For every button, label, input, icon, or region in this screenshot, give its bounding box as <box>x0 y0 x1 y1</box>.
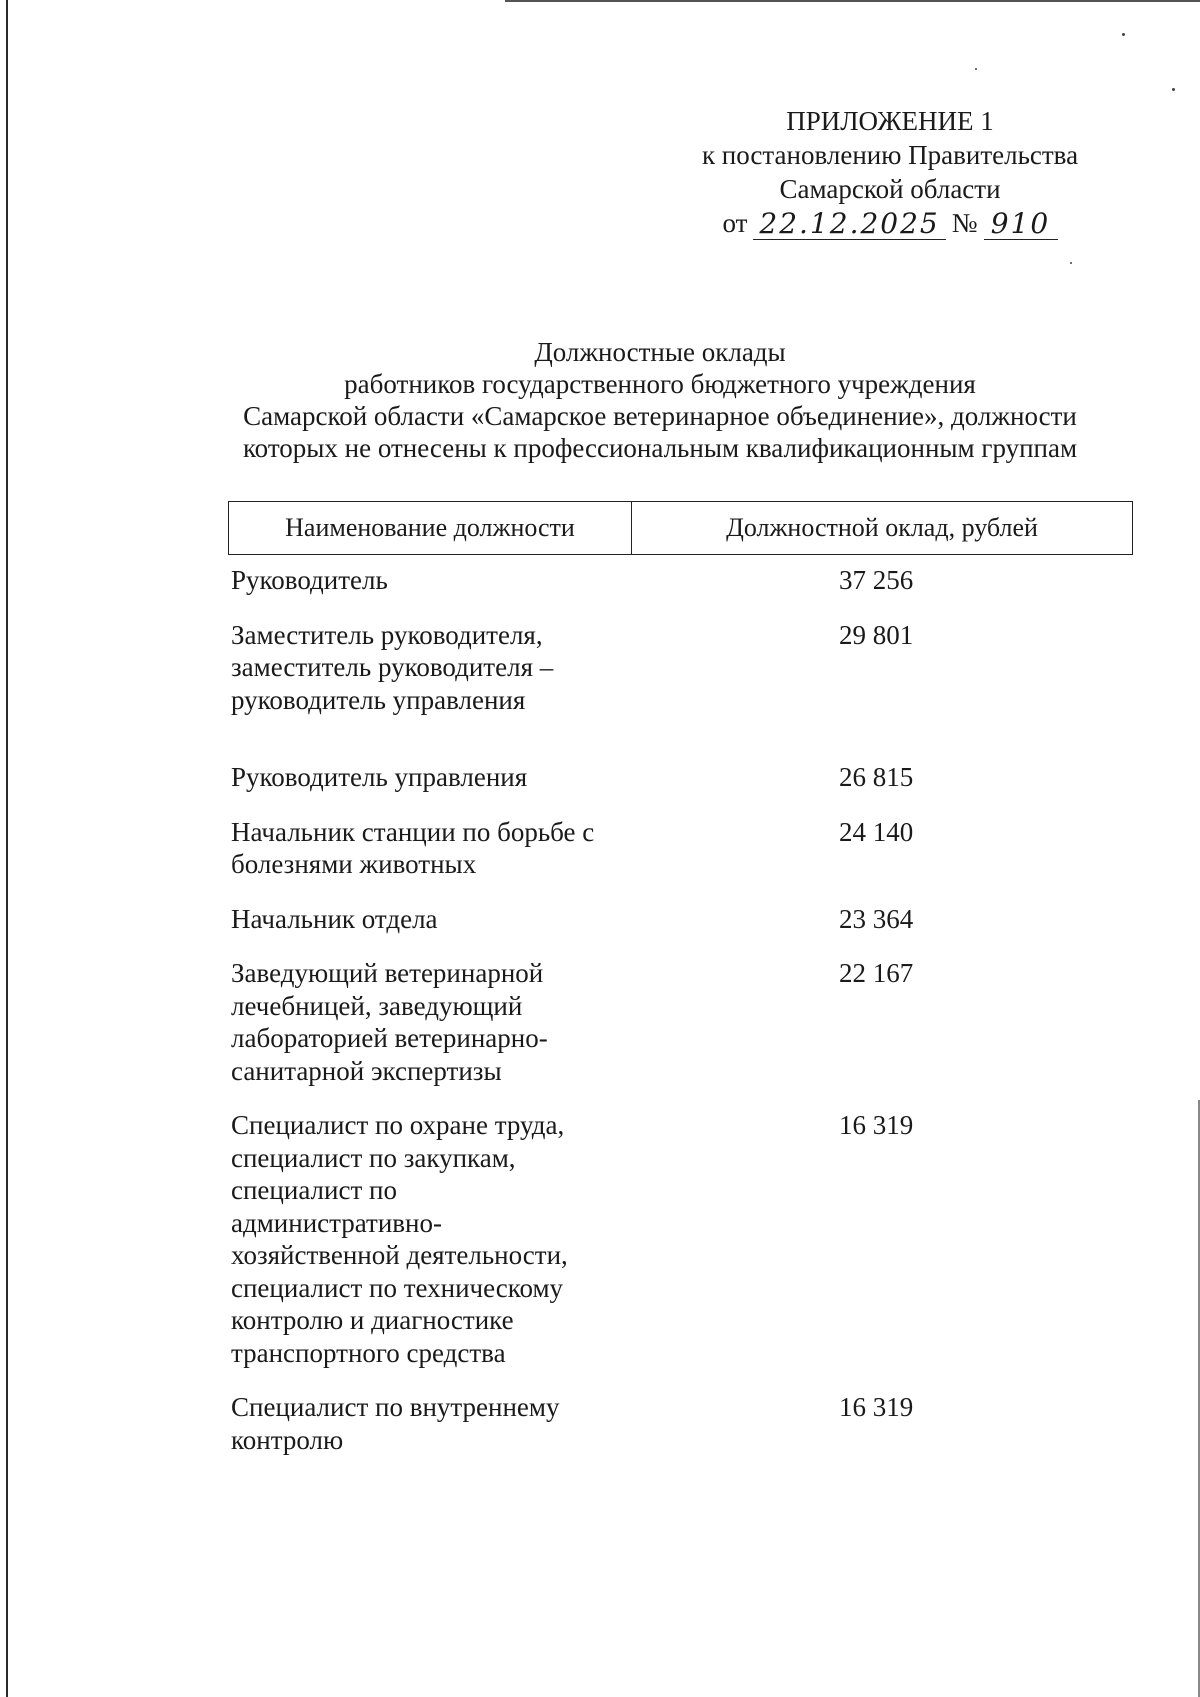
header-position-name: Наименование должности <box>229 502 632 554</box>
document-title <box>200 336 1120 464</box>
salary-value: 16 319 <box>839 1392 914 1422</box>
salary-value: 23 364 <box>839 903 914 934</box>
table-row <box>231 564 1131 597</box>
position-name: Заведующий ветеринарной лечебницей, заведующий лабораторией ветеринарно-санитарной экспертизы <box>231 958 548 1086</box>
salary-value: 22 167 <box>839 958 914 988</box>
handwritten-date: 22.12.2025 <box>753 209 945 240</box>
table-row <box>231 1109 1131 1369</box>
salary-value: 37 256 <box>839 565 914 595</box>
position-name: Руководитель управления <box>231 762 528 792</box>
appendix-line1: к постановлению Правительства <box>701 140 1079 170</box>
table-row <box>231 816 1131 881</box>
title-line2: работников государственного бюджетного учреждения <box>344 369 976 399</box>
appendix-date-line <box>722 206 1057 240</box>
table-header <box>228 501 1133 555</box>
title-line3: Самарской области «Самарское ветеринарное объединение», должности <box>243 401 1077 431</box>
appendix-header <box>650 104 1130 240</box>
position-name: Специалист по охране труда, специалист по закупкам, специалист по административно-хозяйственной деятельности, специалист по техническому контролю и диагностике транспортного средства <box>231 1110 568 1368</box>
salary-value: 24 140 <box>839 816 914 847</box>
date-prefix: от <box>722 208 748 238</box>
table-row <box>231 761 1131 794</box>
salary-value: 29 801 <box>839 619 914 650</box>
position-name: Заместитель руководителя, заместитель руководителя – руководитель управления <box>231 619 554 715</box>
number-sign: № <box>951 208 978 238</box>
title-line4: которых не отнесены к профессиональным квалификационным группам <box>242 433 1078 463</box>
position-name: Начальник станции по борьбе с болезнями животных <box>231 816 595 879</box>
position-name: Руководитель <box>231 565 388 595</box>
scan-speck <box>1122 33 1125 36</box>
appendix-line2: Самарской области <box>779 174 1001 204</box>
table-row <box>231 1391 1131 1456</box>
scan-edge-top <box>505 0 1200 2</box>
title-line1: Должностные оклады <box>534 337 786 367</box>
scan-speck <box>1172 88 1175 91</box>
table-row <box>231 903 1131 936</box>
header-salary: Должностной оклад, рублей <box>726 513 1038 542</box>
table-row <box>231 957 1131 1087</box>
position-name: Начальник отдела <box>231 903 438 934</box>
scan-edge-left <box>6 0 8 1697</box>
scan-speck <box>1070 262 1072 264</box>
appendix-heading: ПРИЛОЖЕНИЕ 1 <box>786 106 994 136</box>
salary-table-body <box>231 564 1131 1478</box>
position-name: Специалист по внутреннему контролю <box>231 1392 560 1455</box>
handwritten-number: 910 <box>984 209 1058 240</box>
salary-value: 26 815 <box>839 762 914 792</box>
scan-speck <box>975 68 977 70</box>
table-row <box>231 619 1131 717</box>
salary-value: 16 319 <box>839 1110 914 1140</box>
